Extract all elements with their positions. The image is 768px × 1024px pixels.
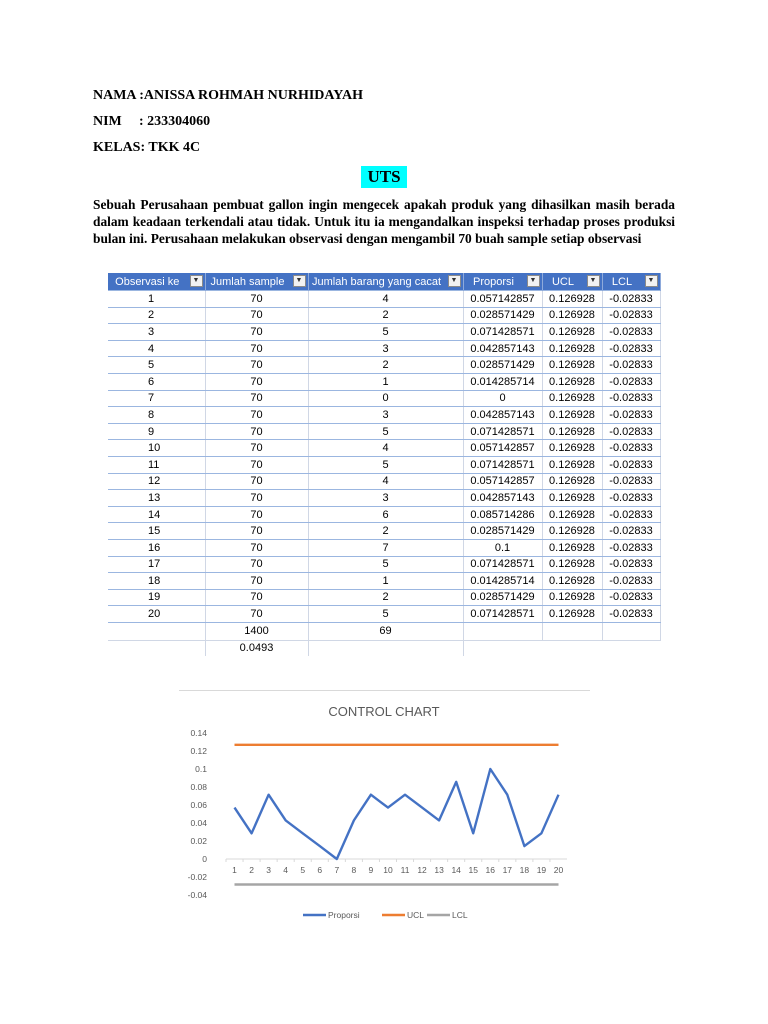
data-table: [108, 273, 661, 656]
x-tick-label: 17: [502, 865, 513, 875]
table-cell[interactable]: [463, 622, 542, 640]
table-cell[interactable]: 1: [308, 373, 463, 390]
table-cell[interactable]: 0.057142857: [463, 440, 542, 457]
table-cell[interactable]: 70: [205, 340, 308, 357]
table-cell[interactable]: [108, 622, 205, 640]
student-nim: [93, 114, 210, 130]
header-label: Observasi ke: [115, 275, 180, 288]
table-cell[interactable]: -0.02833: [602, 407, 660, 424]
x-tick-label: 14: [451, 865, 461, 875]
table-cell[interactable]: -0.02833: [602, 324, 660, 341]
table-cell[interactable]: 20: [108, 606, 205, 623]
table-cell[interactable]: 5: [308, 324, 463, 341]
table-cell[interactable]: [542, 622, 602, 640]
table-row: [108, 456, 660, 473]
table-cell[interactable]: 0: [463, 390, 542, 407]
y-tick-label: -0.02: [187, 872, 207, 882]
table-cell[interactable]: [308, 640, 463, 656]
table-cell[interactable]: 70: [205, 423, 308, 440]
filter-dropdown-icon[interactable]: ▼: [448, 275, 461, 287]
x-tick-label: 4: [283, 865, 289, 875]
table-cell[interactable]: 4: [108, 340, 205, 357]
header-label: Jumlah barang yang cacat: [311, 275, 442, 288]
table-row: [108, 506, 660, 523]
y-tick-label: 0: [202, 854, 207, 864]
table-cell[interactable]: 70: [205, 307, 308, 324]
table-cell[interactable]: 0.126928: [542, 539, 602, 556]
y-tick-label: -0.04: [187, 890, 207, 900]
title-row: [0, 166, 768, 188]
table-cell[interactable]: -0.02833: [602, 556, 660, 573]
table-cell[interactable]: 70: [205, 456, 308, 473]
table-cell[interactable]: 2: [308, 357, 463, 374]
table-cell[interactable]: 3: [108, 324, 205, 341]
table-cell[interactable]: [463, 640, 542, 656]
x-tick-label: 1: [232, 865, 237, 875]
table-cell[interactable]: 15: [108, 523, 205, 540]
student-name: NAMA :ANISSA ROHMAH NURHIDAYAH: [93, 88, 364, 103]
table-cell[interactable]: 70: [205, 589, 308, 606]
table-cell[interactable]: 1: [108, 291, 205, 308]
table-cell[interactable]: 4: [308, 473, 463, 490]
table-cell[interactable]: 0.126928: [542, 423, 602, 440]
table-cell[interactable]: -0.02833: [602, 539, 660, 556]
header-label: Jumlah sample: [210, 275, 285, 288]
table-row: [108, 373, 660, 390]
table-cell[interactable]: 70: [205, 373, 308, 390]
table-cell[interactable]: [602, 640, 660, 656]
table-row: [108, 440, 660, 457]
table-cell[interactable]: [542, 640, 602, 656]
filter-dropdown-icon[interactable]: ▼: [587, 275, 600, 287]
table-cell[interactable]: 70: [205, 556, 308, 573]
table-cell[interactable]: 70: [205, 473, 308, 490]
table-cell[interactable]: 0.071428571: [463, 324, 542, 341]
table-cell[interactable]: 8: [108, 407, 205, 424]
table-cell[interactable]: 5: [308, 456, 463, 473]
table-cell[interactable]: 4: [308, 291, 463, 308]
x-tick-label: 7: [334, 865, 340, 875]
table-cell[interactable]: 0.042857143: [463, 340, 542, 357]
table-cell[interactable]: 0.014285714: [463, 573, 542, 590]
table-cell[interactable]: -0.02833: [602, 440, 660, 457]
table-cell[interactable]: [108, 640, 205, 656]
table-row: [108, 490, 660, 507]
table-cell[interactable]: 18: [108, 573, 205, 590]
table-cell[interactable]: -0.02833: [602, 423, 660, 440]
table-cell[interactable]: 70: [205, 440, 308, 457]
table-cell[interactable]: 0.126928: [542, 340, 602, 357]
y-tick-label: 0.04: [190, 818, 207, 828]
table-cell[interactable]: 0.057142857: [463, 291, 542, 308]
table-row: [108, 573, 660, 590]
table-cell[interactable]: 5: [308, 556, 463, 573]
table-cell[interactable]: 5: [108, 357, 205, 374]
table-cell[interactable]: -0.02833: [602, 573, 660, 590]
table-row: [108, 539, 660, 556]
legend-label: LCL: [452, 910, 468, 920]
table-cell[interactable]: 3: [308, 490, 463, 507]
table-row: [108, 324, 660, 341]
x-tick-label: 9: [368, 865, 374, 875]
y-tick-label: 0.06: [190, 800, 207, 810]
table-cell[interactable]: 70: [205, 407, 308, 424]
table-cell[interactable]: 5: [308, 606, 463, 623]
table-cell[interactable]: 2: [308, 307, 463, 324]
table-cell[interactable]: 70: [205, 523, 308, 540]
table-cell[interactable]: 0.126928: [542, 390, 602, 407]
table-row: [108, 606, 660, 623]
table-cell[interactable]: 6: [308, 506, 463, 523]
control-chart-svg: [179, 691, 590, 931]
table-row: [108, 473, 660, 490]
table-cell[interactable]: -0.02833: [602, 506, 660, 523]
table-row: [108, 523, 660, 540]
table-cell[interactable]: -0.02833: [602, 390, 660, 407]
x-tick-label: 11: [400, 865, 410, 875]
table-cell[interactable]: 9: [108, 423, 205, 440]
table-cell[interactable]: 4: [308, 440, 463, 457]
x-tick-label: 10: [383, 865, 393, 875]
table-cell[interactable]: 0.028571429: [463, 589, 542, 606]
chart-title: CONTROL CHART: [328, 704, 440, 719]
table-cell[interactable]: 16: [108, 539, 205, 556]
table-cell[interactable]: 0.126928: [542, 473, 602, 490]
table-cell[interactable]: 0.126928: [542, 440, 602, 457]
series-line-proporsi: [235, 769, 559, 859]
table-cell[interactable]: 0.126928: [542, 324, 602, 341]
table-cell[interactable]: -0.02833: [602, 473, 660, 490]
table-cell[interactable]: 0.071428571: [463, 423, 542, 440]
filter-dropdown-icon[interactable]: ▼: [527, 275, 540, 287]
table-cell[interactable]: 70: [205, 490, 308, 507]
table-cell[interactable]: -0.02833: [602, 456, 660, 473]
table-cell[interactable]: 12: [108, 473, 205, 490]
table-cell[interactable]: 0.126928: [542, 456, 602, 473]
table-cell[interactable]: -0.02833: [602, 357, 660, 374]
table-row: [108, 423, 660, 440]
table-cell[interactable]: -0.02833: [602, 307, 660, 324]
table-cell[interactable]: 0.126928: [542, 606, 602, 623]
table-cell[interactable]: 70: [205, 573, 308, 590]
x-tick-label: 15: [468, 865, 478, 875]
table-row: [108, 589, 660, 606]
table-cell[interactable]: 3: [308, 407, 463, 424]
table-cell[interactable]: 17: [108, 556, 205, 573]
x-tick-label: 18: [519, 865, 530, 875]
table-cell[interactable]: 0.126928: [542, 373, 602, 390]
table-cell[interactable]: 0: [308, 390, 463, 407]
table-cell[interactable]: -0.02833: [602, 340, 660, 357]
table-cell[interactable]: 10: [108, 440, 205, 457]
header-ucl[interactable]: [542, 273, 602, 291]
table-row: [108, 407, 660, 424]
table-row: [108, 390, 660, 407]
table-row: [108, 340, 660, 357]
table-cell[interactable]: 0.071428571: [463, 456, 542, 473]
header-jumlah-cacat[interactable]: [308, 273, 463, 291]
filter-dropdown-icon[interactable]: ▼: [293, 275, 306, 287]
legend-label: Proporsi: [328, 910, 360, 920]
header-label: LCL: [611, 275, 633, 288]
header-observasi[interactable]: [108, 273, 205, 291]
table-cell[interactable]: 70: [205, 291, 308, 308]
table-cell[interactable]: 7: [108, 390, 205, 407]
table-cell[interactable]: 0.126928: [542, 357, 602, 374]
table-cell[interactable]: 70: [205, 324, 308, 341]
table-cell[interactable]: 0.126928: [542, 291, 602, 308]
p-bar-row: [108, 640, 660, 656]
total-sample-cell[interactable]: 1400: [205, 622, 308, 640]
table-cell[interactable]: 0.042857143: [463, 490, 542, 507]
x-tick-label: 5: [300, 865, 306, 875]
spreadsheet: [108, 273, 660, 656]
table-header-row: [108, 273, 660, 291]
table-cell[interactable]: 11: [108, 456, 205, 473]
table-cell[interactable]: -0.02833: [602, 523, 660, 540]
x-tick-label: 13: [434, 865, 444, 875]
table-cell[interactable]: 70: [205, 357, 308, 374]
totals-row: [108, 622, 660, 640]
table-cell[interactable]: -0.02833: [602, 291, 660, 308]
table-cell[interactable]: -0.02833: [602, 373, 660, 390]
table-cell[interactable]: 0.071428571: [463, 606, 542, 623]
table-cell[interactable]: 0.057142857: [463, 473, 542, 490]
table-cell[interactable]: 0.042857143: [463, 407, 542, 424]
table-cell[interactable]: 0.126928: [542, 523, 602, 540]
table-cell[interactable]: 13: [108, 490, 205, 507]
table-row: [108, 307, 660, 324]
table-cell[interactable]: 0.126928: [542, 589, 602, 606]
table-cell[interactable]: 0.126928: [542, 407, 602, 424]
table-cell[interactable]: -0.02833: [602, 589, 660, 606]
filter-dropdown-icon[interactable]: ▼: [190, 275, 203, 287]
table-cell[interactable]: 3: [308, 340, 463, 357]
table-cell[interactable]: 70: [205, 506, 308, 523]
total-defect-cell[interactable]: 69: [308, 622, 463, 640]
y-tick-label: 0.1: [195, 764, 207, 774]
student-class: KELAS: TKK 4C: [93, 140, 201, 155]
table-cell[interactable]: 0.126928: [542, 573, 602, 590]
table-cell[interactable]: 2: [308, 589, 463, 606]
problem-statement: Sebuah Perusahaan pembuat gallon ingin mengecek apakah produk yang dihasilkan masih berada dalam keadaan terkendali atau tidak. Untuk itu ia mengandalkan inspeksi terhadap proses produksi bulan ini. Perusahaan melakukan observasi dengan mengambil 70 buah sample setiap observasi: [93, 197, 675, 246]
legend-label: UCL: [407, 910, 425, 920]
table-cell[interactable]: 7: [308, 539, 463, 556]
p-bar-cell[interactable]: 0.0493: [205, 640, 308, 656]
table-cell[interactable]: 0.028571429: [463, 523, 542, 540]
filter-dropdown-icon[interactable]: ▼: [645, 275, 658, 287]
table-cell[interactable]: 0.126928: [542, 556, 602, 573]
table-cell[interactable]: 2: [108, 307, 205, 324]
table-cell[interactable]: 70: [205, 606, 308, 623]
table-cell[interactable]: 19: [108, 589, 205, 606]
header-label: Proporsi: [473, 275, 514, 288]
table-cell[interactable]: 6: [108, 373, 205, 390]
table-cell[interactable]: -0.02833: [602, 606, 660, 623]
nim-value: : 233304060: [139, 114, 211, 129]
y-tick-label: 0.12: [190, 746, 207, 756]
table-cell[interactable]: 0.126928: [542, 490, 602, 507]
page-title: UTS: [361, 166, 406, 188]
header-proporsi[interactable]: [463, 273, 542, 291]
table-cell[interactable]: 0.1: [463, 539, 542, 556]
nim-label: NIM: [93, 114, 122, 129]
header-jumlah-sample[interactable]: [205, 273, 308, 291]
table-cell[interactable]: 0.028571429: [463, 307, 542, 324]
table-cell[interactable]: 0.014285714: [463, 373, 542, 390]
table-cell[interactable]: -0.02833: [602, 490, 660, 507]
table-cell[interactable]: 70: [205, 390, 308, 407]
table-cell[interactable]: 1: [308, 573, 463, 590]
x-tick-label: 8: [351, 865, 357, 875]
table-cell[interactable]: 2: [308, 523, 463, 540]
table-row: [108, 291, 660, 308]
table-cell[interactable]: 0.126928: [542, 506, 602, 523]
y-tick-label: 0.14: [190, 728, 207, 738]
x-tick-label: 12: [417, 865, 427, 875]
table-row: [108, 556, 660, 573]
header-label: UCL: [551, 275, 574, 288]
table-row: [108, 357, 660, 374]
header-lcl[interactable]: [602, 273, 660, 291]
table-cell[interactable]: 0.028571429: [463, 357, 542, 374]
table-cell[interactable]: 0.126928: [542, 307, 602, 324]
table-cell[interactable]: 5: [308, 423, 463, 440]
table-cell[interactable]: 14: [108, 506, 205, 523]
x-tick-label: 20: [553, 865, 564, 875]
y-tick-label: 0.02: [190, 836, 207, 846]
table-cell[interactable]: 0.085714286: [463, 506, 542, 523]
x-tick-label: 19: [536, 865, 547, 875]
table-cell[interactable]: 70: [205, 539, 308, 556]
x-tick-label: 3: [266, 865, 271, 875]
table-body: [108, 291, 660, 623]
control-chart: [179, 690, 590, 931]
table-cell[interactable]: 0.071428571: [463, 556, 542, 573]
table-cell[interactable]: [602, 622, 660, 640]
y-tick-label: 0.08: [190, 782, 207, 792]
x-tick-label: 6: [317, 865, 323, 875]
x-tick-label: 2: [249, 865, 254, 875]
x-tick-label: 16: [485, 865, 496, 875]
